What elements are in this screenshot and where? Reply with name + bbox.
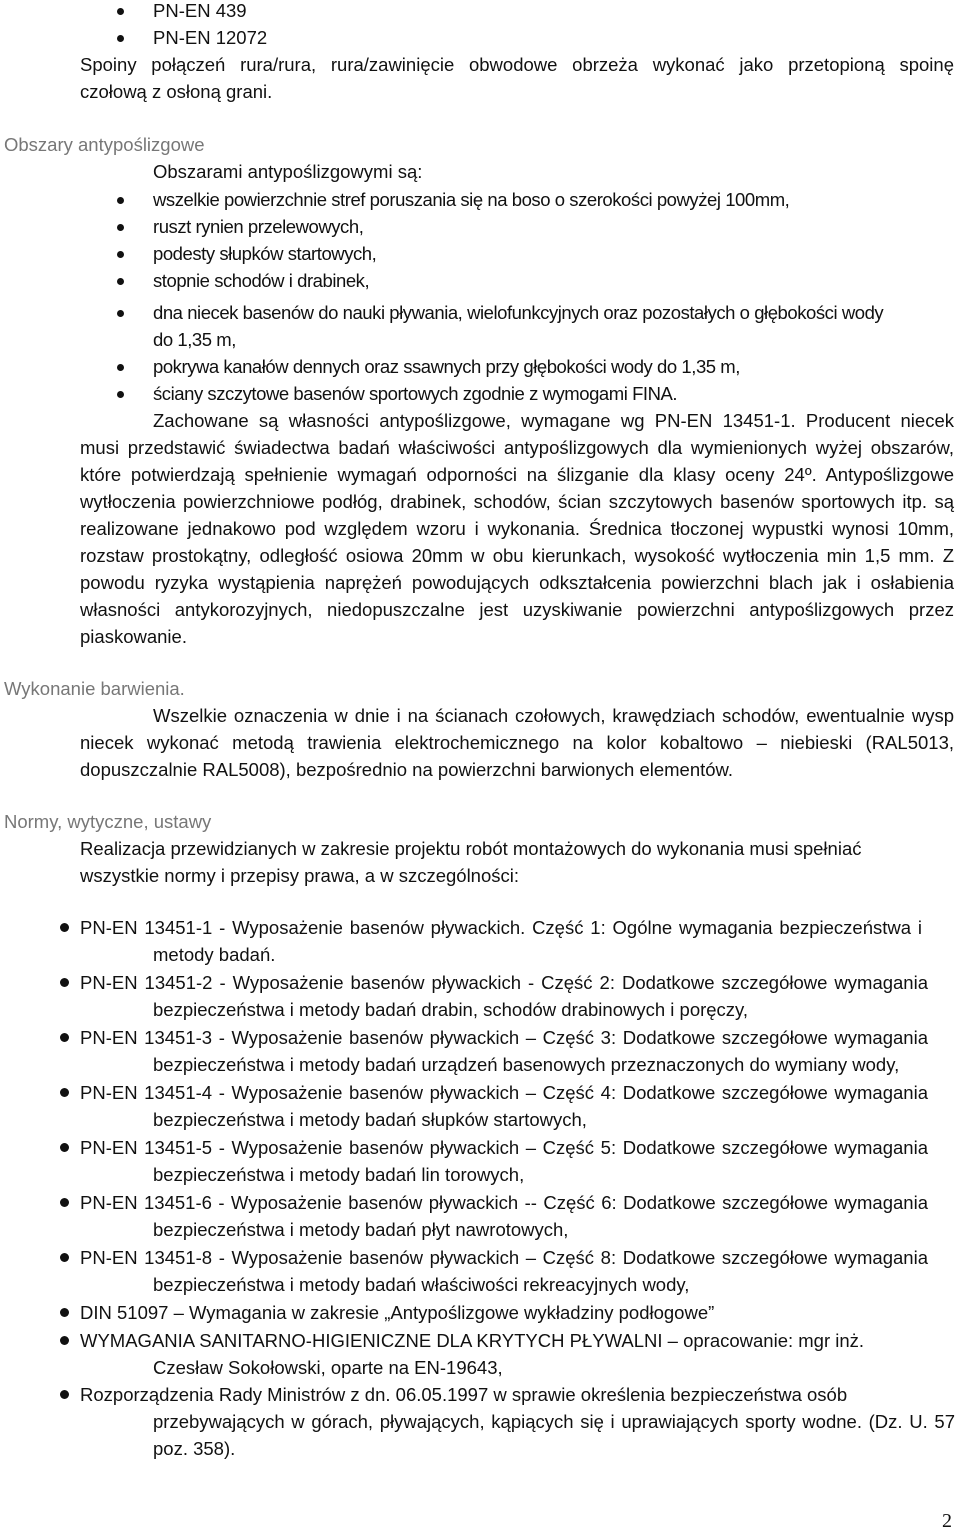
list-item-continuation: bezpieczeństwa i metody badań lin torowych, — [153, 1164, 525, 1185]
bullet-icon — [117, 391, 124, 398]
paragraph-line: Wszelkie oznaczenia w dnie i na ścianach czołowych, krawędziach schodów, ewentualnie wysp — [153, 705, 954, 726]
list-item: PN-EN 13451-2 - Wyposażenie basenów pływackich - Część 2: Dodatkowe szczegółowe wymagania — [80, 972, 928, 993]
list-item-continuation: poz. 358). — [153, 1438, 236, 1459]
bullet-icon — [117, 35, 124, 42]
paragraph-line: Zachowane są własności antypoślizgowe, wymagane wg PN-EN 13451-1. Producent niecek — [153, 410, 954, 431]
list-item: PN-EN 13451-4 - Wyposażenie basenów pływackich – Część 4: Dodatkowe szczegółowe wymagania — [80, 1082, 928, 1103]
paragraph-line: musi przedstawić świadectwa badań właściwości antypoślizgowych dla wymienionych wyżej obszarów, — [80, 437, 954, 458]
bullet-icon — [60, 1336, 69, 1345]
list-item: ściany szczytowe basenów sportowych zgodnie z wymogami FINA. — [153, 383, 678, 404]
section-heading: Obszary antypoślizgowe — [4, 134, 205, 155]
list-item: dna niecek basenów do nauki pływania, wielofunkcyjnych oraz pozostałych o głębokości wody — [153, 302, 884, 323]
list-item-continuation: bezpieczeństwa i metody badań płyt nawrotowych, — [153, 1219, 569, 1240]
paragraph-line: niecek wykonać metodą trawienia elektrochemicznego na kolor kobaltowo – niebieski (RAL5013, — [80, 732, 954, 753]
list-item: PN-EN 439 — [153, 0, 247, 21]
section-heading: Normy, wytyczne, ustawy — [4, 811, 212, 832]
list-item-continuation: bezpieczeństwa i metody badań słupków startowych, — [153, 1109, 587, 1130]
page-number: 2 — [942, 1510, 952, 1532]
bullet-icon — [60, 1033, 69, 1042]
paragraph-line: realizowane jednakowo pod względem wzoru i wykonania. Średnica tłoczonej wypustki wynosi 10mm, — [80, 518, 954, 539]
list-item: PN-EN 13451-8 - Wyposażenie basenów pływackich – Część 8: Dodatkowe szczegółowe wymagania — [80, 1247, 928, 1268]
paragraph-line: czołową z osłoną grani. — [80, 81, 273, 102]
bullet-icon — [117, 364, 124, 371]
paragraph-line: powodu ryzyka wystąpienia naprężeń powodujących odkształcenia powierzchni blach jak i osłabienia — [80, 572, 954, 593]
list-item: WYMAGANIA SANITARNO-HIGIENICZNE DLA KRYTYCH PŁYWALNI – opracowanie: mgr inż. — [80, 1330, 865, 1351]
bullet-icon — [117, 310, 124, 317]
list-item: pokrywa kanałów dennych oraz ssawnych przy głębokości wody do 1,35 m, — [153, 356, 740, 377]
list-item-continuation: do 1,35 m, — [153, 329, 236, 350]
list-item-continuation: metody badań. — [153, 944, 276, 965]
bullet-icon — [60, 1253, 69, 1262]
paragraph-line: własności antykorozyjnych, niedopuszczalne jest uzyskiwanie powierzchni antypoślizgowych przez — [80, 599, 954, 620]
paragraph-line: Realizacja przewidzianych w zakresie projektu robót montażowych do wykonania musi spełniać — [80, 838, 862, 859]
list-item-continuation: bezpieczeństwa i metody badań drabin, schodów drabinowych i poręczy, — [153, 999, 749, 1020]
bullet-icon — [60, 1308, 69, 1317]
bullet-icon — [117, 251, 124, 258]
bullet-icon — [60, 1390, 69, 1399]
list-item: stopnie schodów i drabinek, — [153, 270, 370, 291]
list-item: PN-EN 13451-1 - Wyposażenie basenów pływackich. Część 1: Ogólne wymagania bezpieczeństwa i — [80, 917, 922, 938]
list-item-continuation: bezpieczeństwa i metody badań właściwości rekreacyjnych wody, — [153, 1274, 690, 1295]
list-item: PN-EN 13451-6 - Wyposażenie basenów pływackich -- Część 6: Dodatkowe szczegółowe wymagania — [80, 1192, 928, 1213]
bullet-icon — [117, 197, 124, 204]
list-item: podesty słupków startowych, — [153, 243, 377, 264]
list-item-continuation: bezpieczeństwa i metody badań urządzeń basenowych przeznaczonych do wymiany wody, — [153, 1054, 900, 1075]
list-item: PN-EN 13451-3 - Wyposażenie basenów pływackich – Część 3: Dodatkowe szczegółowe wymagania — [80, 1027, 928, 1048]
list-item: PN-EN 13451-5 - Wyposażenie basenów pływackich – Część 5: Dodatkowe szczegółowe wymagania — [80, 1137, 928, 1158]
paragraph-line: wytłoczenia powierzchniowe podłóg, drabinek, schodów, ścian szczytowych basenów sportowych itp. są — [80, 491, 954, 512]
bullet-icon — [60, 1088, 69, 1097]
list-item-continuation: Czesław Sokołowski, oparte na EN-19643, — [153, 1357, 503, 1378]
bullet-icon — [117, 278, 124, 285]
bullet-icon — [117, 224, 124, 231]
bullet-icon — [60, 1198, 69, 1207]
section-intro: Obszarami antypoślizgowymi są: — [153, 161, 423, 182]
paragraph-line: wszystkie normy i przepisy prawa, a w szczególności: — [80, 865, 520, 886]
bullet-icon — [60, 1143, 69, 1152]
bullet-icon — [60, 923, 69, 932]
bullet-icon — [60, 978, 69, 987]
paragraph-line: które potwierdzają spełnienie wymagań odporności na ślizganie dla klasy oceny 24º. Antypoślizgowe — [80, 464, 954, 485]
list-item: DIN 51097 – Wymagania w zakresie „Antypoślizgowe wykładziny podłogowe” — [80, 1302, 715, 1323]
section-heading: Wykonanie barwienia. — [4, 678, 185, 699]
list-item: wszelkie powierzchnie stref poruszania się na boso o szerokości powyżej 100mm, — [153, 189, 790, 210]
paragraph-line: Spoiny połączeń rura/rura, rura/zawinięcie obwodowe obrzeża wykonać jako przetopioną spoinę — [80, 54, 954, 75]
bullet-icon — [117, 8, 124, 15]
paragraph-line: piaskowanie. — [80, 626, 187, 647]
list-item: Rozporządzenia Rady Ministrów z dn. 06.05.1997 w sprawie określenia bezpieczeństwa osób — [80, 1384, 848, 1405]
paragraph-line: rozstaw prostokątny, odległość osiowa 20mm w obu kierunkach, wysokość wytłoczenia min 1,5 mm. Z — [80, 545, 954, 566]
list-item: ruszt rynien przelewowych, — [153, 216, 364, 237]
list-item-continuation: przebywających w górach, pływających, kąpiących się i uprawiających sporty wodne. (Dz. U. 57 — [153, 1411, 955, 1432]
list-item: PN-EN 12072 — [153, 27, 268, 48]
paragraph-line: dopuszczalnie RAL5008), bezpośrednio na powierzchni barwionych elementów. — [80, 759, 734, 780]
